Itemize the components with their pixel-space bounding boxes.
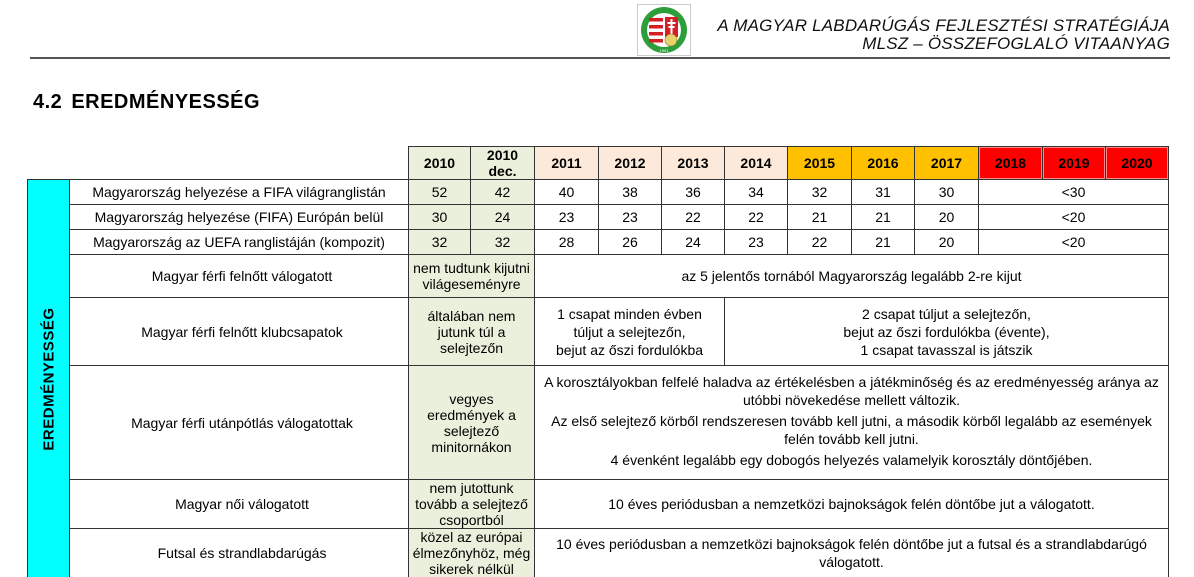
value-cell: 22 (725, 205, 788, 230)
category-side-cell (28, 180, 70, 577)
value-cell: 30 (409, 205, 471, 230)
goal-paragraph: 4 évenként legalább egy dobogós helyezés valamelyik korosztály döntőjében. (610, 452, 1093, 468)
year-header: 2016 (852, 147, 915, 180)
year-header: 2010 dec. (471, 147, 535, 180)
year-header: 2019 (1043, 147, 1106, 180)
value-cell: 32 (471, 230, 535, 255)
value-cell: 23 (599, 205, 662, 230)
baseline-cell: általában nem jutunk túl a selejtezőn (409, 298, 535, 366)
target-cell: <20 (979, 205, 1169, 230)
value-cell: 23 (535, 205, 599, 230)
header-title-line2: MLSZ – ÖSSZEFOGLALÓ VITAANYAG (862, 34, 1170, 53)
section-number: 4.2 (33, 91, 63, 113)
value-cell: 34 (725, 180, 788, 205)
value-cell: 36 (662, 180, 725, 205)
value-cell: 21 (852, 205, 915, 230)
goal-line: 1 csapat tavasszal is játszik (860, 341, 1033, 358)
row-label: Magyarország az UEFA ranglistáján (kompozit) (70, 230, 409, 255)
row-label: Magyarország helyezése a FIFA világranglistán (70, 180, 409, 205)
year-header: 2012 (599, 147, 662, 180)
year-header: 2017 (915, 147, 979, 180)
goal-line: 1 csapat minden évben (557, 305, 702, 322)
goal-cell-near-term (535, 298, 725, 366)
goal-paragraph: Az első selejtező körből rendszeresen tovább kell jutni, a második körből legalább az események felén tovább kell jutni. (551, 413, 1152, 447)
year-header: 2014 (725, 147, 788, 180)
value-cell: 20 (915, 205, 979, 230)
value-cell: 32 (788, 180, 852, 205)
row-label: Magyar női válogatott (70, 480, 409, 529)
row-label: Magyar férfi utánpótlás válogatottak (70, 366, 409, 480)
goal-line: 2 csapat túljut a selejtezőn, (862, 305, 1031, 322)
header-title-line1: A MAGYAR LABDARÚGÁS FEJLESZTÉSI STRATÉGIÁJA (717, 16, 1170, 35)
table-row (28, 205, 1169, 230)
header-spacer (70, 147, 409, 180)
table-row (28, 366, 1169, 480)
value-cell: 28 (535, 230, 599, 255)
value-cell: 26 (599, 230, 662, 255)
baseline-cell: nem tudtunk kijutni világeseményre (409, 255, 535, 298)
value-cell: 24 (662, 230, 725, 255)
goal-cell (535, 366, 1169, 480)
value-cell: 32 (409, 230, 471, 255)
value-cell: 52 (409, 180, 471, 205)
header-divider (30, 57, 1170, 59)
baseline-cell: nem jutottunk tovább a selejtező csoportból (409, 480, 535, 529)
category-label: EREDMÉNYESSÉG (40, 306, 57, 451)
goal-line: túljut a selejtezőn, (573, 323, 686, 340)
row-label: Futsal és strandlabdarúgás (70, 529, 409, 577)
table-row (28, 480, 1169, 529)
value-cell: 22 (662, 205, 725, 230)
year-header: 2013 (662, 147, 725, 180)
year-header: 2015 (788, 147, 852, 180)
value-cell: 38 (599, 180, 662, 205)
table-row (28, 298, 1169, 366)
goal-cell: 10 éves periódusban a nemzetközi bajnokságok felén döntőbe jut a futsal és a strandlabdarúgó válogatott. (535, 529, 1169, 577)
value-cell: 40 (535, 180, 599, 205)
document-header (717, 17, 1170, 53)
value-cell: 21 (788, 205, 852, 230)
table-row (28, 180, 1169, 205)
section-title: EREDMÉNYESSÉG (71, 91, 261, 113)
value-cell: 31 (852, 180, 915, 205)
table-row (28, 255, 1169, 298)
row-label: Magyar férfi felnőtt válogatott (70, 255, 409, 298)
value-cell: 21 (852, 230, 915, 255)
results-table (27, 146, 1169, 577)
year-header: 2011 (535, 147, 599, 180)
value-cell: 22 (788, 230, 852, 255)
row-label: Magyar férfi felnőtt klubcsapatok (70, 298, 409, 366)
year-header: 2018 (979, 147, 1043, 180)
goal-line: bejut az őszi fordulókba (555, 341, 704, 358)
target-cell: <20 (979, 230, 1169, 255)
goal-paragraph: A korosztályokban felfelé haladva az értékelésben a játékminőség és az eredményesség aránya az utóbbi növekedése mellett változik. (544, 374, 1159, 408)
goal-line: bejut az őszi fordulókba (évente), (843, 323, 1050, 340)
value-cell: 23 (725, 230, 788, 255)
baseline-cell: vegyes eredmények a selejtező minitornákon (409, 366, 535, 480)
year-header-row (28, 147, 1169, 180)
target-cell: <30 (979, 180, 1169, 205)
value-cell: 42 (471, 180, 535, 205)
goal-cell: 10 éves periódusban a nemzetközi bajnokságok felén döntőbe jut a válogatott. (535, 480, 1169, 529)
value-cell: 20 (915, 230, 979, 255)
goal-cell-long-term (725, 298, 1169, 366)
row-label: Magyarország helyezése (FIFA) Európán belül (70, 205, 409, 230)
goal-cell: az 5 jelentős tornából Magyarország legalább 2-re kijut (535, 255, 1169, 298)
header-spacer (28, 147, 70, 180)
value-cell: 30 (915, 180, 979, 205)
baseline-cell: közel az európai élmezőnyhöz, még sikerek nélkül (409, 529, 535, 577)
logo-year: 1901 (659, 48, 669, 53)
section-heading (33, 91, 260, 114)
year-header: 2020 (1106, 147, 1169, 180)
mlsz-crest-icon (637, 4, 691, 56)
value-cell: 24 (471, 205, 535, 230)
table-row (28, 529, 1169, 577)
year-header: 2010 (409, 147, 471, 180)
table-row (28, 230, 1169, 255)
